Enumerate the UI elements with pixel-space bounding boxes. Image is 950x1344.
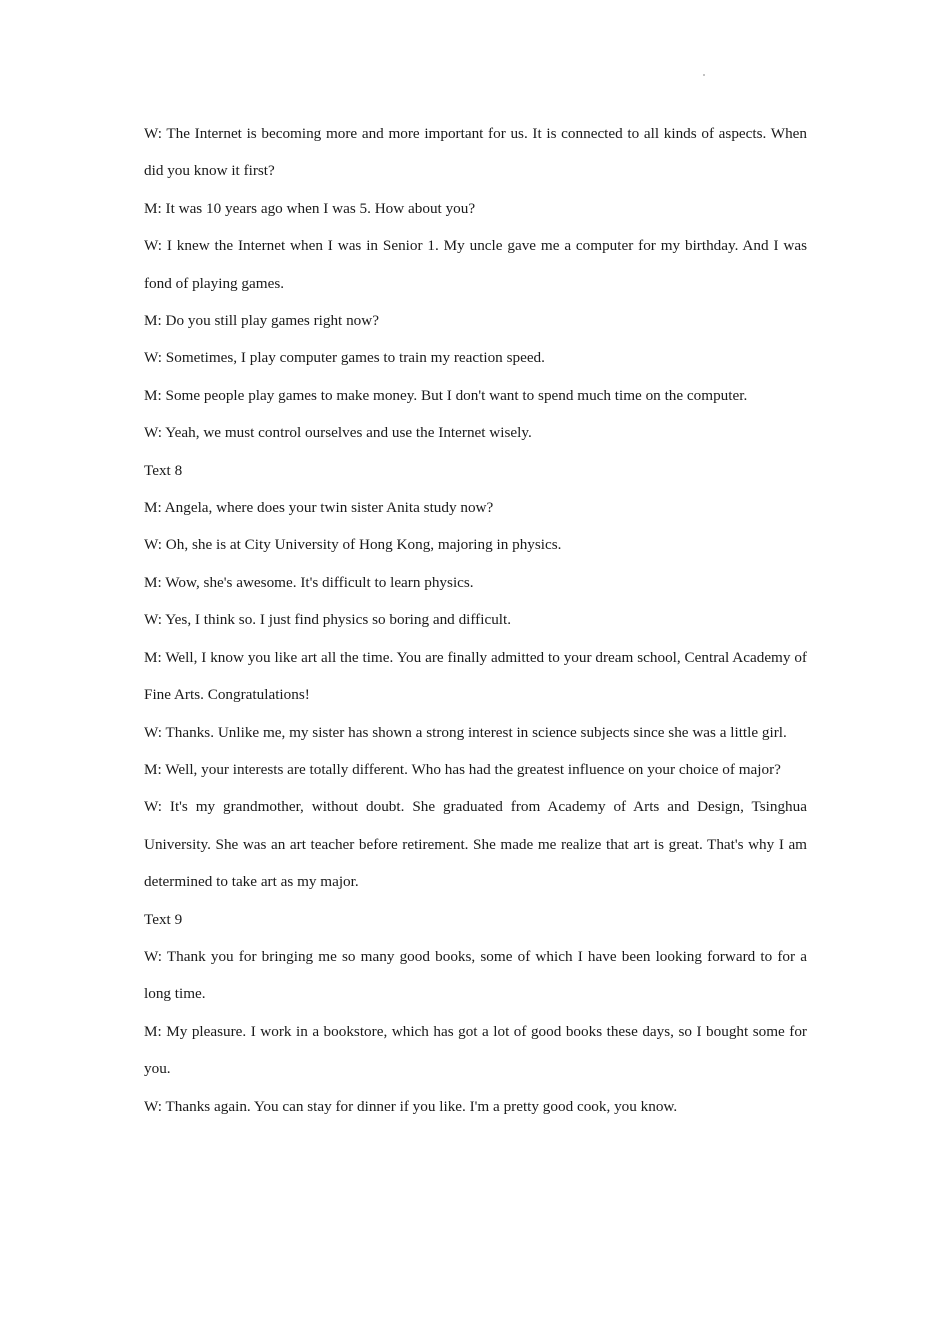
- document-body: [144, 115, 807, 1125]
- dialogue-line: W: Yes, I think so. I just find physics so boring and difficult.: [144, 611, 512, 629]
- section-heading: Text 9: [144, 910, 183, 928]
- dialogue-line: W: Oh, she is at City University of Hong Kong, majoring in physics.: [144, 536, 562, 554]
- dialogue-line: W: Thank you for bringing me so many good books, some of which I have been looking forward to for a long time.: [144, 947, 807, 1003]
- dialogue-line: M: It was 10 years ago when I was 5. How about you?: [144, 199, 476, 217]
- dialogue-line: W: Thanks again. You can stay for dinner if you like. I'm a pretty good cook, you know.: [144, 1097, 678, 1115]
- dialogue-line: W: Thanks. Unlike me, my sister has shown a strong interest in science subjects since she was a little girl.: [144, 723, 787, 741]
- dialogue-line: M: My pleasure. I work in a bookstore, which has got a lot of good books these days, so I bought some for you.: [144, 1022, 807, 1078]
- dialogue-line: W: Yeah, we must control ourselves and use the Internet wisely.: [144, 424, 532, 442]
- dialogue-line: W: Sometimes, I play computer games to train my reaction speed.: [144, 349, 545, 367]
- dialogue-line: W: It's my grandmother, without doubt. She graduated from Academy of Arts and Design, Tsinghua University. She was an art teacher before retirement. She made me realize that art is great. That's why I am determined to take art as my major.: [144, 798, 807, 891]
- dialogue-line: M: Angela, where does your twin sister Anita study now?: [144, 499, 494, 517]
- dialogue-line: M: Some people play games to make money. But I don't want to spend much time on the computer.: [144, 386, 748, 404]
- dialogue-line: M: Do you still play games right now?: [144, 312, 379, 330]
- section-heading: Text 8: [144, 461, 183, 479]
- dialogue-line: M: Well, your interests are totally different. Who has had the greatest influence on your choice of major?: [144, 760, 781, 778]
- page-speck: [703, 74, 705, 76]
- dialogue-line: W: The Internet is becoming more and more important for us. It is connected to all kinds of aspects. When did you know it first?: [144, 125, 807, 180]
- dialogue-line: M: Wow, she's awesome. It's difficult to learn physics.: [144, 573, 474, 591]
- dialogue-line: M: Well, I know you like art all the time. You are finally admitted to your dream school, Central Academy of Fine Arts. Congratulations!: [144, 648, 807, 704]
- dialogue-line: W: I knew the Internet when I was in Senior 1. My uncle gave me a computer for my birthday. And I was fond of playing games.: [144, 237, 807, 292]
